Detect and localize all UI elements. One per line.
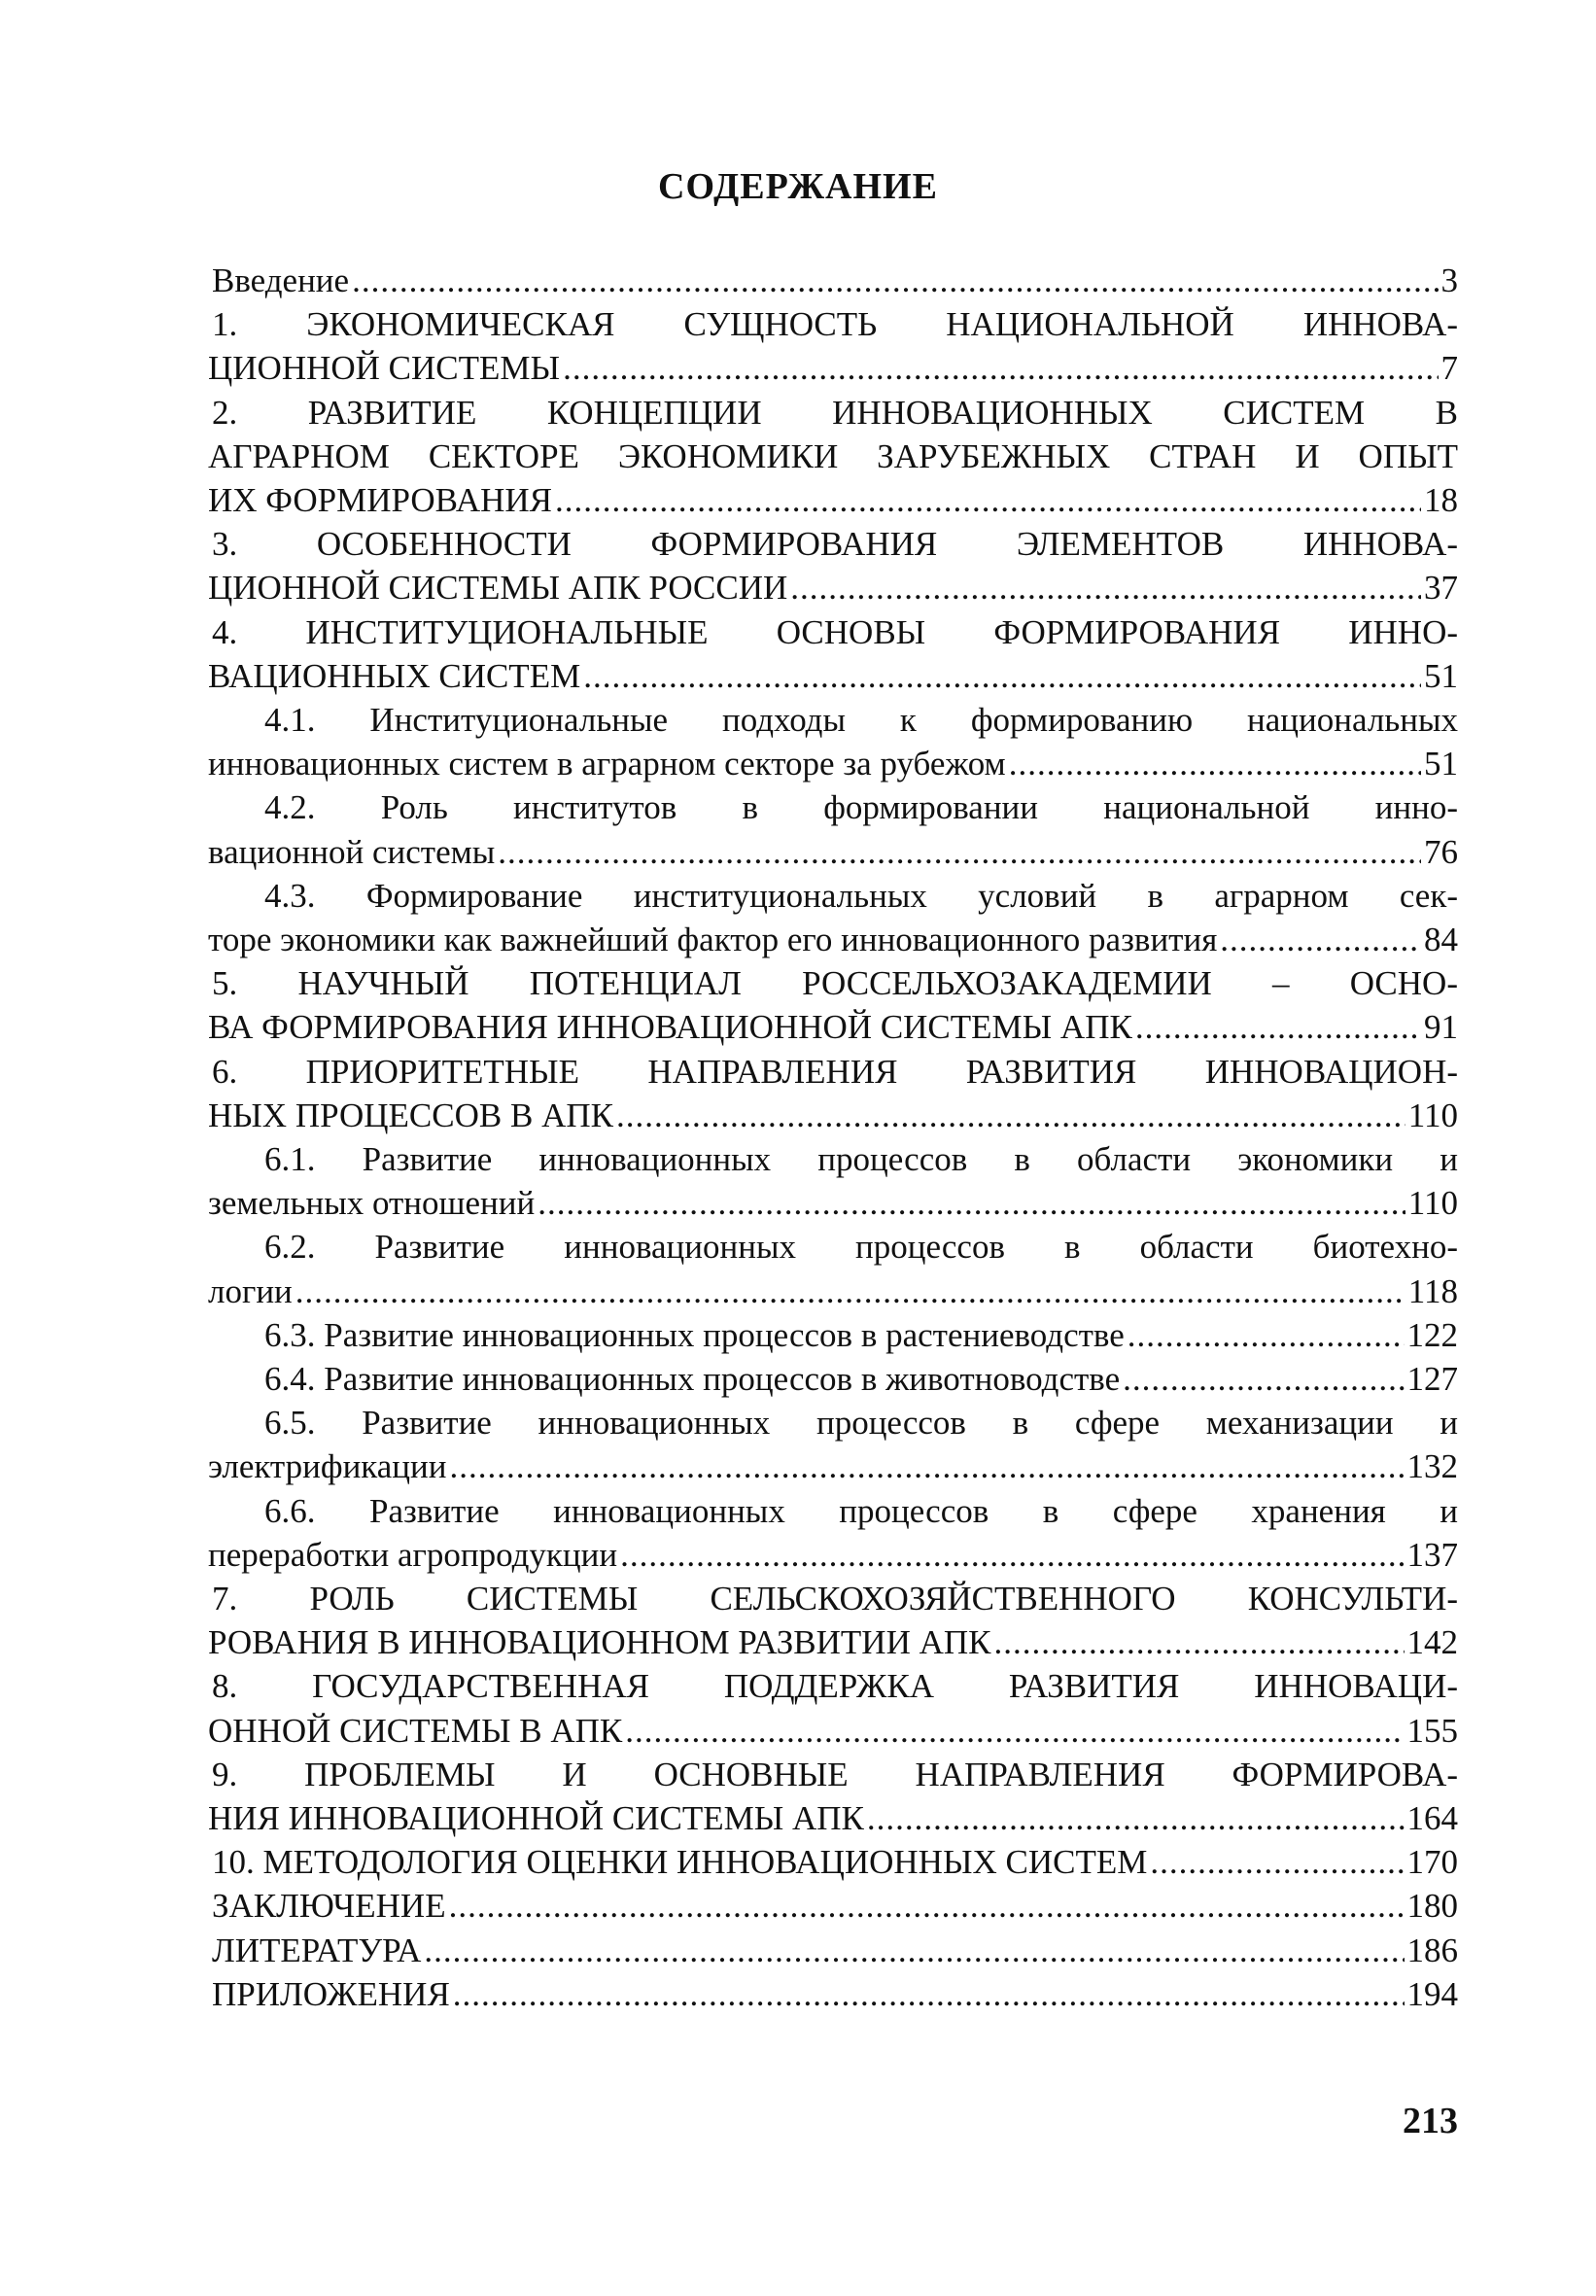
dot-leader (867, 1796, 1405, 1841)
toc-entry-text: ЛИТЕРАТУРА (212, 1931, 422, 1969)
dot-leader (620, 1533, 1404, 1578)
toc-page-number: 155 (1406, 1711, 1458, 1750)
toc-entry-text: ЦИОННОЙ СИСТЕМЫ АПК РОССИИ (208, 569, 788, 608)
toc-line-with-page (208, 1094, 1458, 1138)
toc-entry-text: 9. ПРОБЛЕМЫ И ОСНОВНЫЕ НАПРАВЛЕНИЯ ФОРМИРОВА- (212, 1755, 1458, 1793)
toc-page-number: 180 (1406, 1887, 1458, 1926)
toc-entry-text: 3. ОСОБЕННОСТИ ФОРМИРОВАНИЯ ЭЛЕМЕНТОВ ИННОВА- (212, 525, 1458, 564)
dot-leader (352, 259, 1438, 303)
dot-leader (994, 1620, 1405, 1665)
toc-page-number: 84 (1424, 921, 1458, 958)
toc-page-number: 122 (1406, 1315, 1458, 1354)
toc-line-with-page (208, 566, 1458, 610)
toc-entry-text: 5. НАУЧНЫЙ ПОТЕНЦИАЛ РОССЕЛЬХОЗАКАДЕМИИ – ОСНО- (212, 964, 1458, 1003)
toc-line-with-page (208, 742, 1458, 786)
toc-entry-text: 6.4. Развитие инновационных процессов в животноводстве (264, 1360, 1121, 1398)
toc-page-number: 3 (1440, 261, 1458, 299)
dot-leader (616, 1094, 1405, 1138)
toc-page-number: 132 (1406, 1447, 1458, 1486)
toc-page-number: 170 (1406, 1843, 1458, 1882)
toc-entry-text: ВА ФОРМИРОВАНИЯ ИННОВАЦИОННОЙ СИСТЕМЫ АПК (208, 1008, 1132, 1047)
toc-page-number: 76 (1424, 832, 1458, 871)
toc-page-number: 110 (1407, 1184, 1458, 1223)
toc-line-with-page (208, 1005, 1458, 1050)
toc-entry-text: 6.1. Развитие инновационных процессов в области экономики и (264, 1140, 1458, 1178)
toc-entry-text: ОННОЙ СИСТЕМЫ В АПК (208, 1711, 623, 1750)
toc-line-with-page (208, 1709, 1458, 1754)
dot-leader (295, 1270, 1405, 1314)
toc-entry-text: 6.2. Развитие инновационных процессов в области биотехно- (264, 1228, 1458, 1267)
toc-line-with-page (208, 1533, 1458, 1578)
toc-entry-text: вационной системы (208, 832, 496, 871)
toc-page-number: 7 (1440, 349, 1458, 388)
dot-leader (1150, 1840, 1404, 1885)
toc-page-number: 51 (1424, 745, 1458, 783)
toc-entry-text: 4.3. Формирование институциональных условий в аграрном сек- (264, 876, 1458, 915)
toc-entry-text: 6.3. Развитие инновационных процессов в растениеводстве (264, 1315, 1125, 1354)
toc-line-with-page (212, 259, 1458, 303)
toc-entry-text: РОВАНИЯ В ИННОВАЦИОННОМ РАЗВИТИИ АПК (208, 1623, 991, 1662)
toc-page-number: 18 (1424, 481, 1458, 519)
toc-entry-text: ИХ ФОРМИРОВАНИЯ (208, 481, 552, 519)
toc-entry-text: 4. ИНСТИТУЦИОНАЛЬНЫЕ ОСНОВЫ ФОРМИРОВАНИЯ ИННО- (212, 612, 1458, 651)
toc-entry-text: ЦИОННОЙ СИСТЕМЫ (208, 349, 561, 388)
dot-leader (449, 1884, 1405, 1929)
toc-entry-text: 1. ЭКОНОМИЧЕСКАЯ СУЩНОСТЬ НАЦИОНАЛЬНОЙ ИННОВА- (212, 305, 1458, 344)
toc-page-number: 51 (1424, 656, 1458, 695)
toc-entry-text: 10. МЕТОДОЛОГИЯ ОЦЕНКИ ИННОВАЦИОННЫХ СИСТЕМ (212, 1843, 1148, 1882)
toc-line-with-page (208, 918, 1458, 962)
toc-entry-text: Введение (212, 261, 350, 299)
toc-page-number: 127 (1406, 1360, 1458, 1398)
toc-entry-text: переработки агропродукции (208, 1535, 618, 1574)
dot-leader (1123, 1357, 1404, 1402)
toc-entry-text: инновационных систем в аграрном секторе за рубежом (208, 745, 1006, 783)
dot-leader (1135, 1005, 1421, 1050)
dot-leader (1009, 742, 1421, 786)
toc-entry-text: земельных отношений (208, 1184, 536, 1223)
toc-entry-text: логии (208, 1271, 293, 1310)
toc-line-with-page (208, 830, 1458, 875)
page-number: 213 (1403, 2101, 1458, 2141)
dot-leader (583, 654, 1421, 699)
toc-line-with-page (208, 478, 1458, 523)
toc-line-with-page (212, 1972, 1458, 2017)
toc-page-number: 164 (1406, 1799, 1458, 1837)
toc-line-with-page (264, 1313, 1458, 1358)
toc-line-with-page (208, 346, 1458, 391)
toc-line-with-page (212, 1884, 1458, 1929)
toc-entry-text: торе экономики как важнейший фактор его инновационного развития (208, 921, 1218, 958)
toc-entry-text: 6.5. Развитие инновационных процессов в сфере механизации и (264, 1404, 1458, 1443)
toc-page-number: 142 (1406, 1623, 1458, 1662)
toc-line-with-page (208, 1270, 1458, 1314)
toc-page-number: 37 (1424, 569, 1458, 608)
dot-leader (790, 566, 1421, 610)
toc-line-with-page (208, 1444, 1458, 1489)
toc-line-with-page (208, 1181, 1458, 1226)
toc-entry-text: 8. ГОСУДАРСТВЕННАЯ ПОДДЕРЖКА РАЗВИТИЯ ИННОВАЦИ- (212, 1667, 1458, 1706)
toc-entry-text: электрификации (208, 1447, 447, 1486)
page-title: СОДЕРЖАНИЕ (658, 166, 938, 207)
toc-entry-text: ПРИЛОЖЕНИЯ (212, 1974, 450, 2013)
toc-entry-text: ВАЦИОННЫХ СИСТЕМ (208, 656, 581, 695)
dot-leader (555, 478, 1421, 523)
toc-entry-text: 6. ПРИОРИТЕТНЫЕ НАПРАВЛЕНИЯ РАЗВИТИЯ ИННОВАЦИОН- (212, 1052, 1458, 1091)
toc-entry-text: 4.2. Роль институтов в формировании национальной инно- (264, 788, 1458, 827)
dot-leader (625, 1709, 1404, 1754)
dot-leader (1128, 1313, 1405, 1358)
dot-leader (450, 1444, 1405, 1489)
dot-leader (424, 1929, 1404, 1973)
toc-entry-text: 6.6. Развитие инновационных процессов в сфере хранения и (264, 1491, 1458, 1530)
dot-leader (453, 1972, 1405, 2017)
toc-line-with-page (264, 1357, 1458, 1402)
toc-entry-text: 4.1. Институциональные подходы к формированию национальных (264, 701, 1458, 739)
toc-line-with-page (212, 1840, 1458, 1885)
toc-entry-text: НИЯ ИННОВАЦИОННОЙ СИСТЕМЫ АПК (208, 1799, 864, 1837)
toc-entry-text: 7. РОЛЬ СИСТЕМЫ СЕЛЬСКОХОЗЯЙСТВЕННОГО КОНСУЛЬТИ- (212, 1580, 1458, 1618)
dot-leader (563, 346, 1438, 391)
dot-leader (498, 830, 1421, 875)
toc-page-number: 110 (1407, 1096, 1458, 1134)
toc-entry-text: НЫХ ПРОЦЕССОВ В АПК (208, 1096, 613, 1134)
dot-leader (538, 1181, 1405, 1226)
toc-line-with-page (212, 1929, 1458, 1973)
toc-page-number: 186 (1406, 1931, 1458, 1969)
dot-leader (1220, 918, 1421, 962)
toc-page-number: 91 (1424, 1008, 1458, 1047)
toc-page-number: 118 (1407, 1271, 1458, 1310)
toc-page-number: 137 (1406, 1535, 1458, 1574)
toc-entry-text: АГРАРНОМ СЕКТОРЕ ЭКОНОМИКИ ЗАРУБЕЖНЫХ СТРАН И ОПЫТ (208, 436, 1458, 475)
toc-entry-text: ЗАКЛЮЧЕНИЕ (212, 1887, 446, 1926)
toc-entry-text: 2. РАЗВИТИЕ КОНЦЕПЦИИ ИННОВАЦИОННЫХ СИСТЕМ В (212, 393, 1458, 432)
toc-line-with-page (208, 1620, 1458, 1665)
toc-line-with-page (208, 654, 1458, 699)
toc-page-number: 194 (1406, 1974, 1458, 2013)
toc-line-with-page (208, 1796, 1458, 1841)
